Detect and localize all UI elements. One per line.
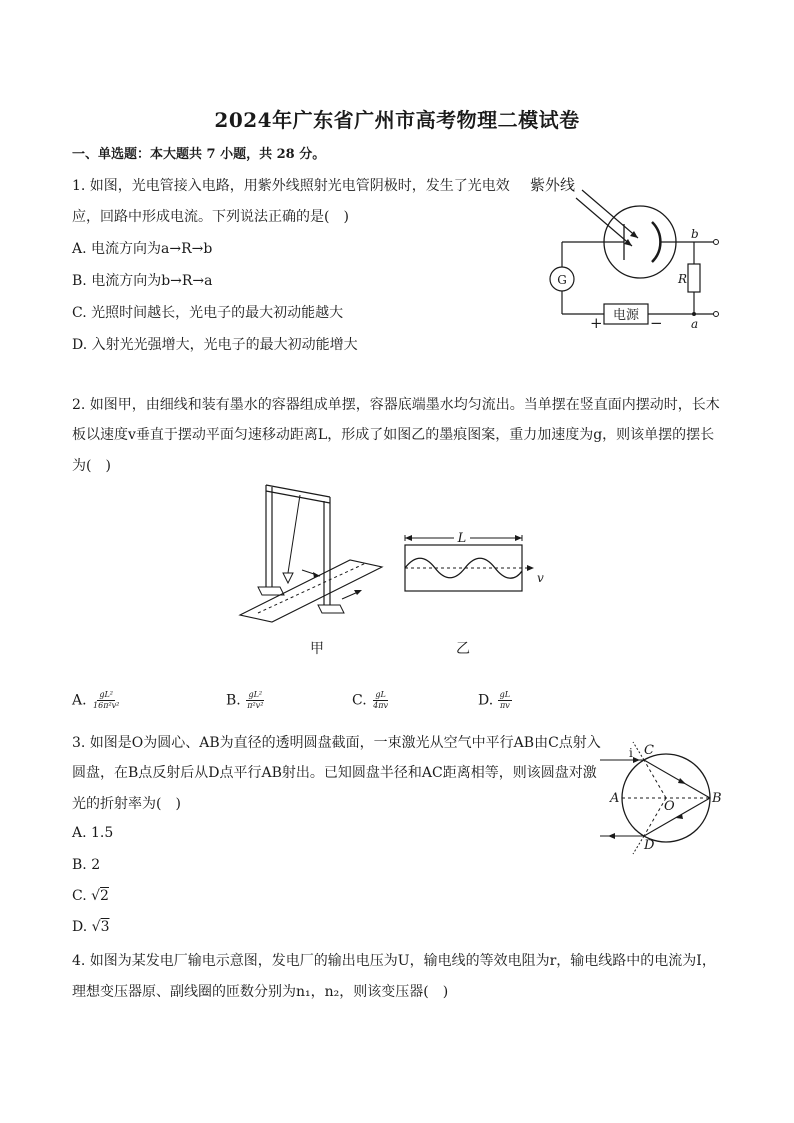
point-A-label: A	[610, 791, 620, 806]
page-title: 2024年广东省广州市高考物理二模试卷	[214, 108, 580, 132]
q3-stem-line3: 光的折射率为( )	[72, 796, 181, 812]
q3-disk-figure	[598, 730, 738, 855]
q1-stem-line1: 1. 如图，光电管接入电路，用紫外线照射光电管阴极时，发生了光电效	[72, 178, 510, 194]
q1-option-a: A. 电流方向为a→R→b	[72, 241, 213, 257]
plus-sign: +	[590, 314, 603, 332]
q3-option-a: A. 1.5	[72, 825, 114, 841]
fig-jia-label: 甲	[310, 641, 324, 657]
q3-stem-line1: 3. 如图是O为圆心、AB为直径的透明圆盘截面，一束激光从空气中平行AB由C点射入	[72, 735, 601, 751]
q2-option-d: D. $\frac{gL}{\pi v}$	[478, 690, 511, 710]
fig-yi-label: 乙	[456, 641, 470, 657]
length-L-label: L	[457, 531, 467, 546]
q3-option-d: D. √3	[72, 919, 110, 935]
q3-option-b: B. 2	[72, 857, 101, 873]
galvanometer-label: G	[557, 273, 567, 287]
q4-stem-line2: 理想变压器原、副线圈的匝数分别为n₁，n₂，则该变压器( )	[72, 984, 449, 1000]
q2-option-b: B. $\frac{\text{gL²}}{\text{π²v²}}$	[226, 690, 264, 710]
q4-stem-line1: 4. 如图为某发电厂输电示意图，发电厂的输出电压为U，输电线的等效电阻为r，输电线路中的电流为I，	[72, 953, 716, 969]
resistor-label: R	[678, 272, 688, 286]
a-label: a	[691, 317, 699, 331]
q2-stem-line1: 2. 如图甲，由细线和装有墨水的容器组成单摆，容器底端墨水均匀流出。当单摆在竖直面内摆动时，长木	[72, 397, 720, 413]
incidence-angle-i-label: i	[629, 746, 633, 760]
point-B-label: B	[712, 791, 722, 806]
q1-option-d: D. 入射光光强增大，光电子的最大初动能增大	[72, 337, 358, 353]
q2-stem-line3: 为( )	[72, 458, 111, 474]
minus-sign: −	[650, 314, 663, 332]
q1-stem-line2: 应，回路中形成电流。下列说法正确的是( )	[72, 209, 349, 225]
q3-option-c: C. √2	[72, 888, 109, 904]
q2-option-c: C. $\frac{gL}{4\pi v}$	[352, 690, 388, 710]
point-D-label: D	[644, 838, 655, 853]
point-C-label: C	[644, 743, 654, 758]
b-label: b	[691, 227, 699, 241]
uv-label: 紫外线	[530, 176, 576, 194]
section-header: 一、单选题：本大题共 7 小题，共 28 分。	[72, 147, 326, 162]
q1-option-c: C. 光照时间越长，光电子的最大初动能越大	[72, 305, 344, 321]
q2-option-a: A. $\frac{\text{gL²}}{\text{16π²v²}}$	[72, 690, 120, 710]
q1-circuit-figure	[520, 170, 760, 340]
q2-stem-line2: 板以速度v垂直于摆动平面匀速移动距离L，形成了如图乙的墨痕图案，重力加速度为g，则该单摆的摆长	[72, 427, 715, 443]
velocity-v-label: v	[537, 571, 544, 585]
q2-pendulum-figure	[240, 475, 560, 660]
source-label: 电源	[612, 308, 640, 323]
q3-stem-line2: 圆盘，在B点反射后从D点平行AB射出。已知圆盘半径和AC距离相等，则该圆盘对激	[72, 765, 597, 781]
q1-option-b: B. 电流方向为b→R→a	[72, 273, 213, 289]
center-O-label: O	[664, 799, 675, 814]
